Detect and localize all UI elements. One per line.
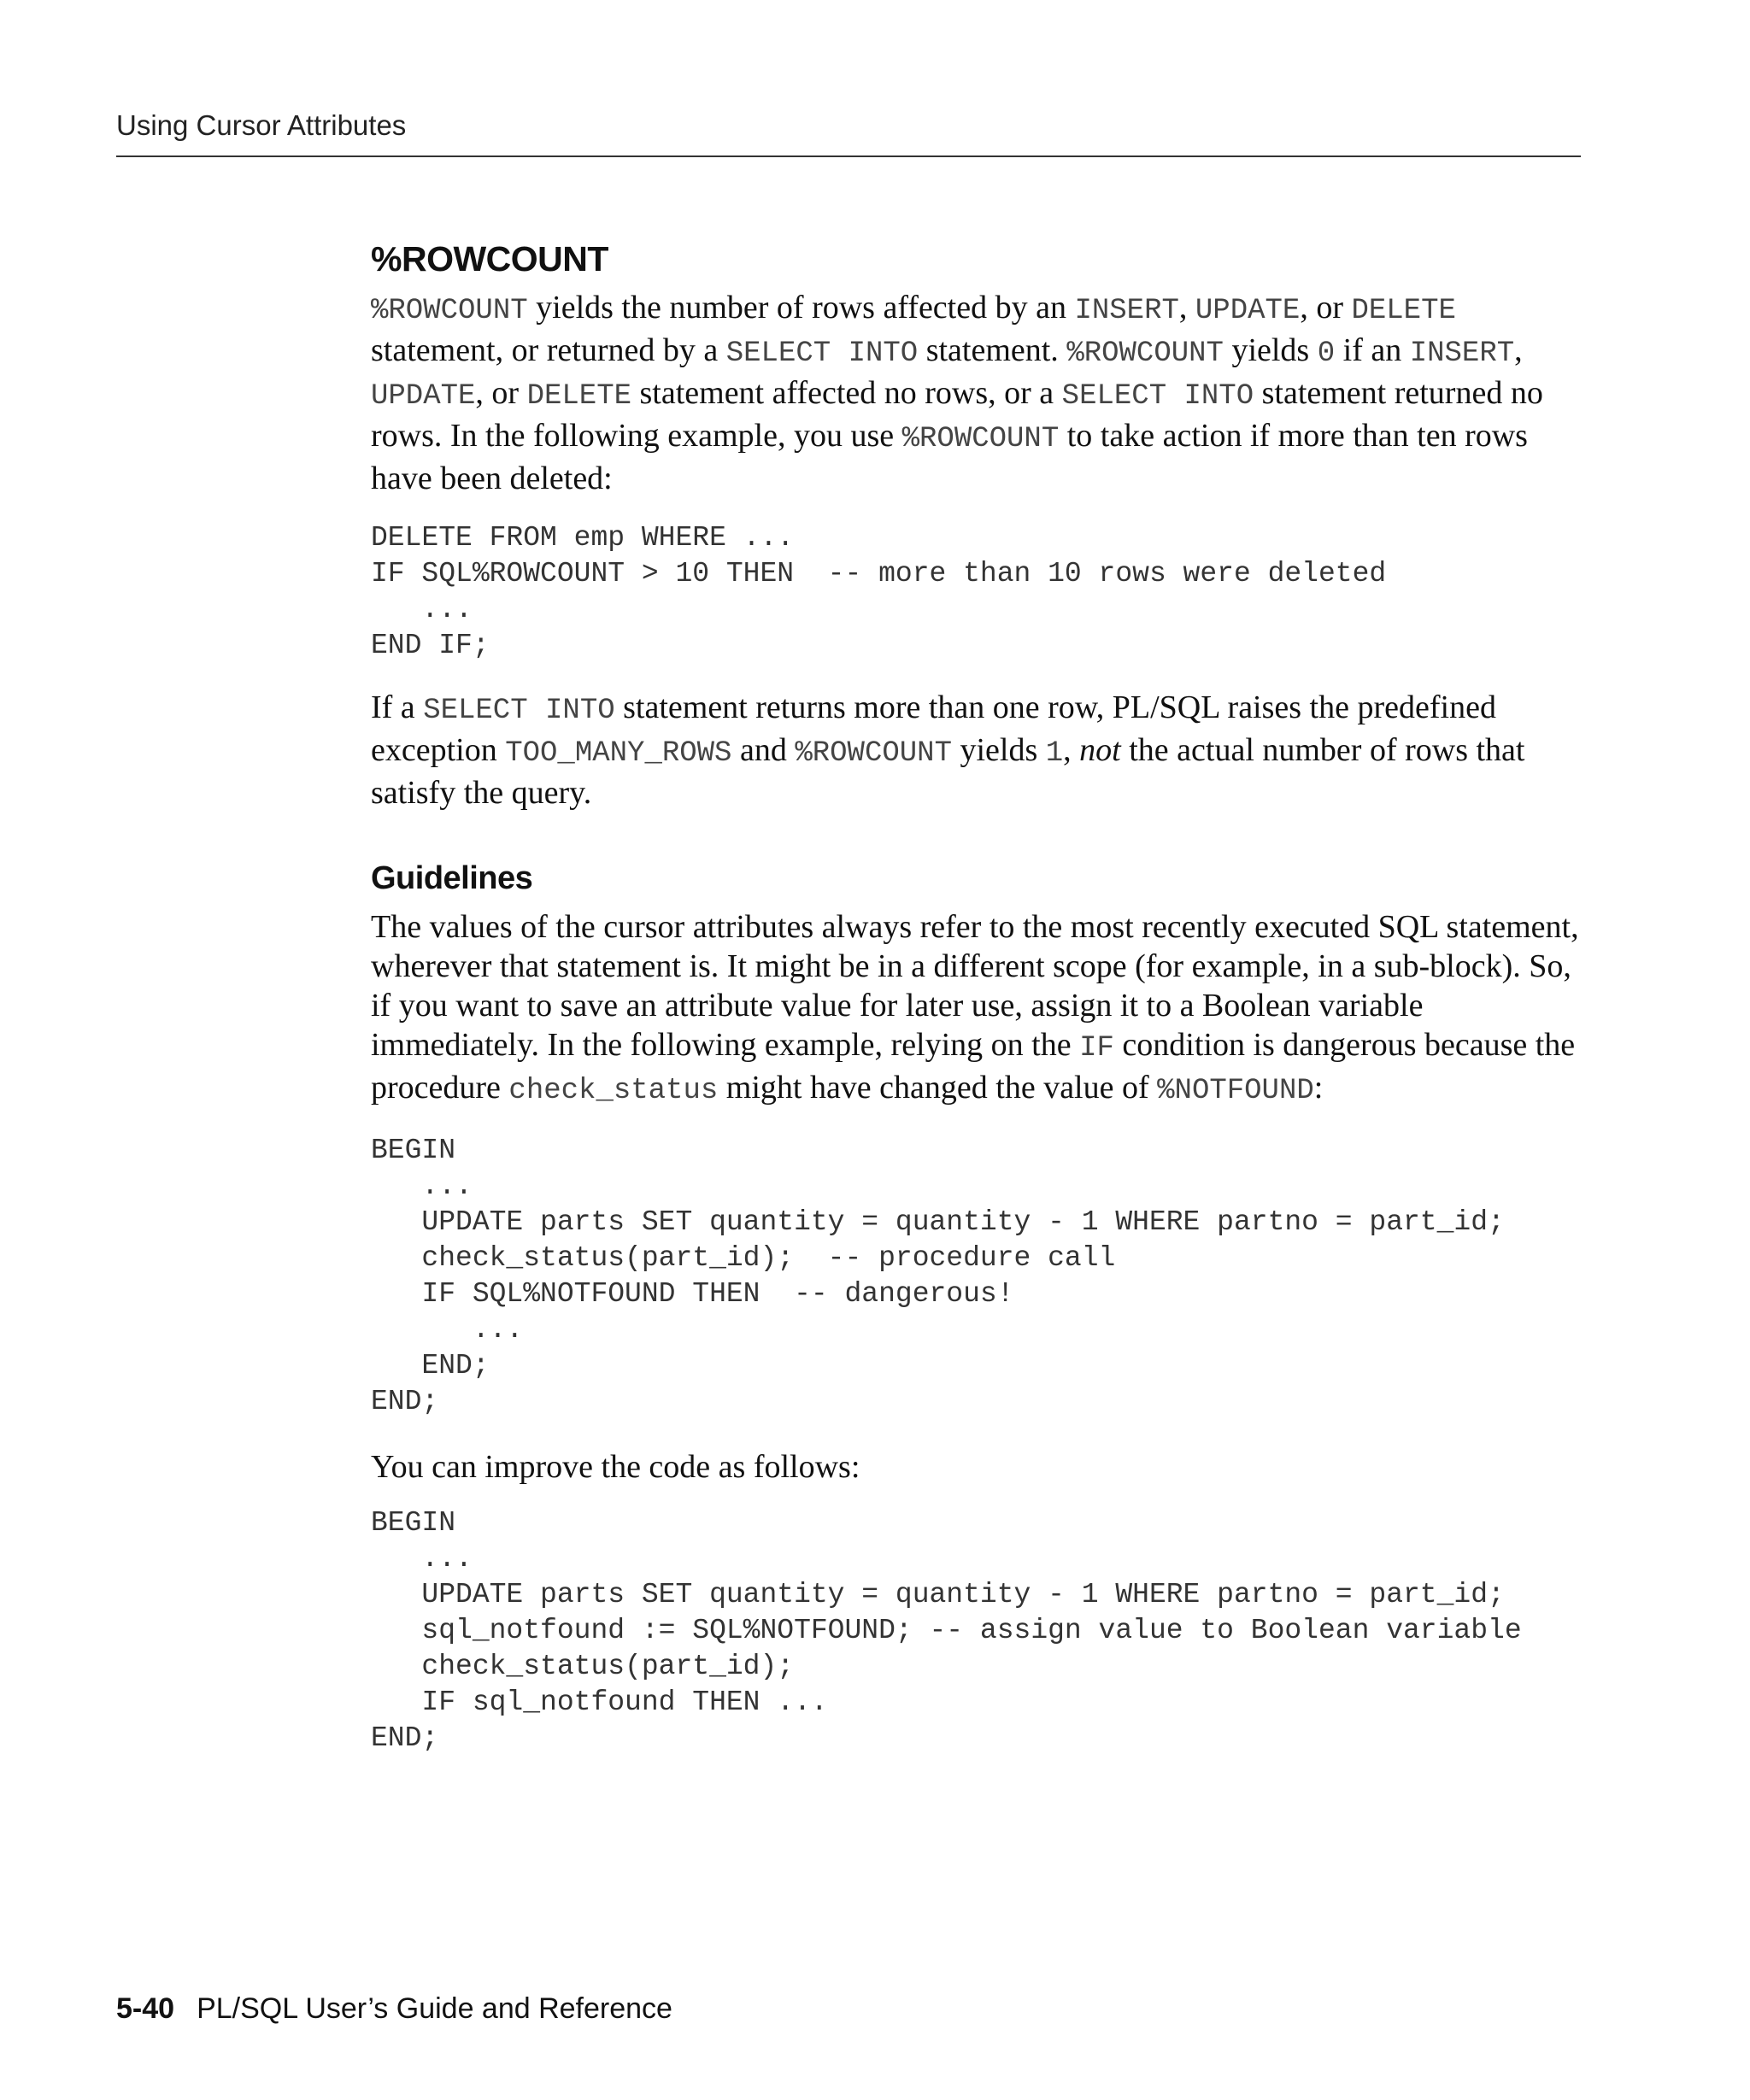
guidelines-paragraph-2: You can improve the code as follows:	[371, 1449, 860, 1485]
main-content	[371, 239, 1584, 1757]
page-footer	[116, 1992, 672, 2026]
header-divider	[116, 155, 1581, 157]
section-title-rowcount: %ROWCOUNT	[371, 239, 608, 279]
code-example-improved: BEGIN ... UPDATE parts SET quantity = quantity - 1 WHERE partno = part_id; sql_notfound := SQL%NOTFOUND; -- assign value to Boolean variable check_status(part_id); IF sql_notfound THEN ... END;	[371, 1507, 1522, 1754]
code-example-dangerous: BEGIN ... UPDATE parts SET quantity = quantity - 1 WHERE partno = part_id; check_status(part_id); -- procedure call IF SQL%NOTFOUND THEN -- dangerous! ... END; END;	[371, 1135, 1505, 1417]
rowcount-paragraph-2: If a SELECT INTO statement returns more than one row, PL/SQL raises the predefined exception TOO_MANY_ROWS and %ROWCOUNT yields 1, not the actual number of rows that satisfy the query.	[371, 689, 1525, 811]
running-header: Using Cursor Attributes	[116, 109, 407, 141]
rowcount-paragraph-1: %ROWCOUNT yields the number of rows affected by an INSERT, UPDATE, or DELETE statement, or returned by a SELECT INTO statement. %ROWCOUNT yields 0 if an INSERT, UPDATE, or DELETE statement affected no rows, or a SELECT INTO statement returned no rows. In the following example, you use %ROWCOUNT to take action if more than ten rows have been deleted:	[371, 290, 1543, 496]
book-title: PL/SQL User’s Guide and Reference	[197, 1992, 672, 2025]
guidelines-paragraph-1: The values of the cursor attributes always refer to the most recently executed SQL statement, wherever that statement is. It might be in a different scope (for example, in a sub-block). So, if you want to save an attribute value for later use, assign it to a Boolean variable immediately. In the following example, relying on the IF condition is dangerous because the procedure check_status might have changed the value of %NOTFOUND:	[371, 909, 1579, 1107]
code-example-rowcount: DELETE FROM emp WHERE ... IF SQL%ROWCOUNT > 10 THEN -- more than 10 rows were deleted ... END IF;	[371, 522, 1387, 661]
section-title-guidelines: Guidelines	[371, 860, 533, 896]
page-number: 5-40	[116, 1992, 175, 2025]
